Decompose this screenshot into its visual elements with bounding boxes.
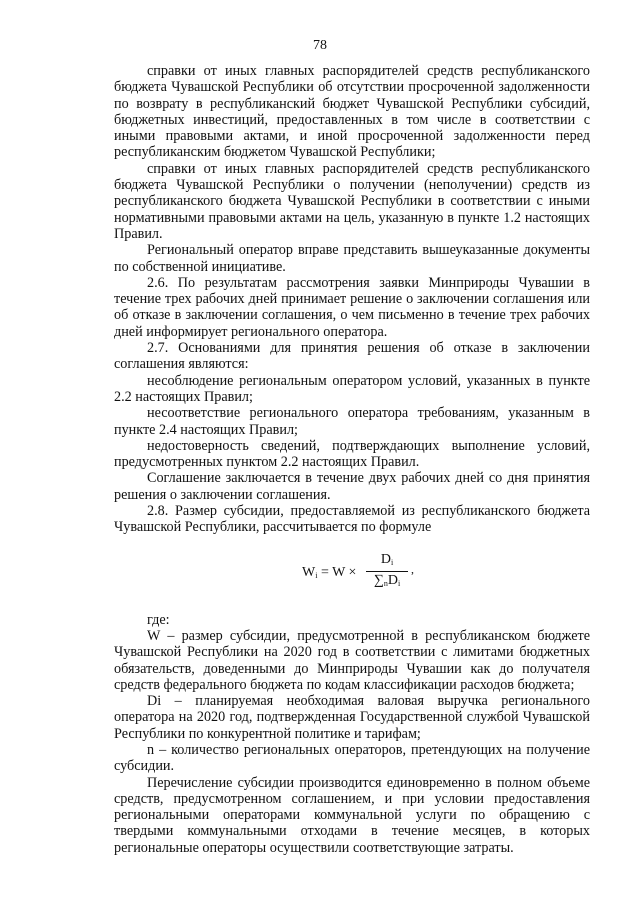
paragraph: Перечисление субсидии производится единовременно в полном объеме средств, предусмотренном соглашением, и при условии предоставления региональными операторами коммунальной услуги по обращению с твердыми коммунальными отходами в течение месяцев, в которых региональные операторы осуществили соответствующие затраты. — [114, 774, 590, 856]
paragraph: справки от иных главных распорядителей средств республиканского бюджета Чувашской Республики о получении (неполучении) средств из республиканского бюджета Чувашской Республики в соответствии с иными нормативными правовыми актами на цель, указанную в пункте 1.2 настоящих Правил. — [114, 160, 590, 242]
paragraph: недостоверность сведений, подтверждающих выполнение условий, предусмотренных пунктом 2.2 настоящих Правил. — [114, 437, 590, 471]
paragraph: Соглашение заключается в течение двух рабочих дней со дня принятия решения о заключении соглашения. — [114, 470, 590, 503]
paragraph: Региональный оператор вправе представить вышеуказанные документы по собственной инициативе. — [114, 242, 590, 275]
formula-fraction — [366, 552, 408, 592]
document-body — [114, 63, 590, 856]
page-number: 78 — [313, 38, 327, 53]
paragraph: 2.6. По результатам рассмотрения заявки Минприроды Чувашии в течение трех рабочих дней принимает решение о заключении соглашения или об отказе в заключении соглашения, о чем письменно в течение трех рабочих дней информирует регионального оператора. — [114, 274, 590, 340]
paragraph: несоблюдение региональным оператором условий, указанных в пункте 2.2 настоящих Правил; — [114, 372, 590, 405]
paragraph: W – размер субсидии, предусмотренной в республиканском бюджете Чувашской Республики на 2020 год в соответствии с лимитами бюджетных обязательств, доведенными до Минприроды Чувашии как до получателя средств федерального бюджета по кодам классификации расходов бюджета; — [114, 627, 590, 693]
subsidy-formula — [114, 544, 590, 606]
formula-comma: , — [411, 561, 414, 576]
paragraph: 2.7. Основаниями для принятия решения об отказе в заключении соглашения являются: — [114, 340, 590, 373]
paragraph: несоответствие регионального оператора требованиям, указанным в пункте 2.4 настоящих Правил; — [114, 405, 590, 438]
paragraph: Di – планируемая необходимая валовая выручка регионального оператора на 2020 год, подтвержденная Государственной службой Чувашской Республики по конкурентной политике и тарифам; — [114, 693, 590, 742]
paragraph-where: где: — [147, 611, 170, 628]
paragraph: n – количество региональных операторов, претендующих на получение субсидии. — [114, 741, 590, 775]
formula-denominator: $\sum_nD_i$ — [373, 572, 401, 588]
paragraph: справки от иных главных распорядителей средств республиканского бюджета Чувашской Республики об отсутствии просроченной задолженности по возврату в республиканский бюджет Чувашской Республики субсидий, бюджетных инвестиций, предоставленных в том числе в соответствии с иными правовыми актами, и иной просроченной задолженности перед республиканским бюджетом Чувашской Республики; — [114, 63, 590, 161]
paragraph: 2.8. Размер субсидии, предоставляемой из республиканского бюджета Чувашской Республики, рассчитывается по формуле — [114, 503, 590, 536]
formula-numerator: $D_i$ — [366, 552, 408, 572]
formula-lhs: $W_i = W$ × — [302, 564, 357, 580]
